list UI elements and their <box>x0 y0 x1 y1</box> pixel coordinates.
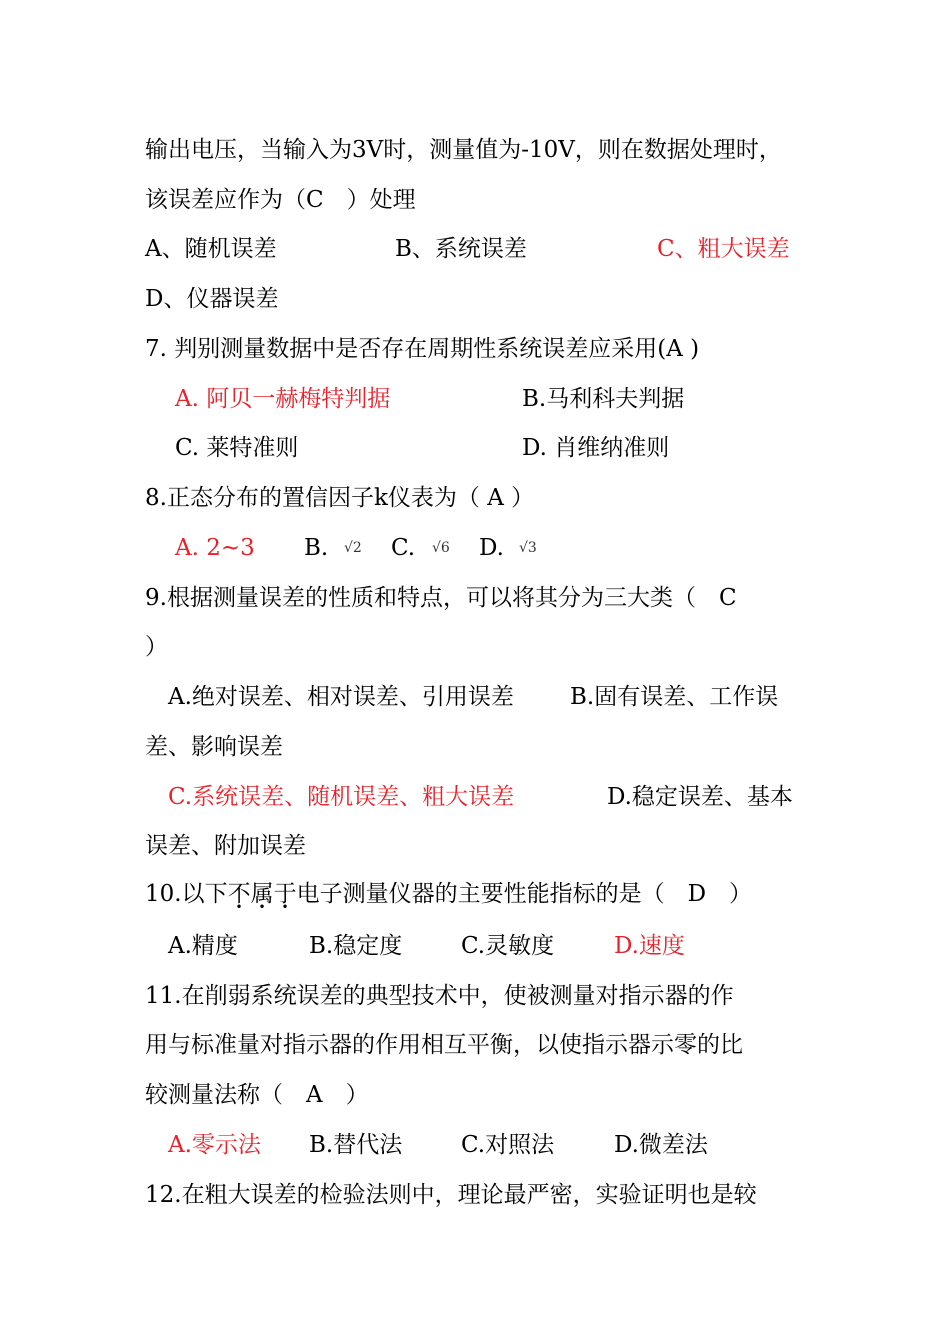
option-c-answer: C、粗大误差 <box>657 236 790 262</box>
question-12: 12.在粗大误差的检验法则中，理论最严密，实验证明也是较 <box>145 1182 757 1208</box>
option-a: A.精度 <box>168 933 238 959</box>
options-line <box>0 777 950 817</box>
option-d-answer: D.速度 <box>614 933 685 959</box>
option-c-answer: C.系统误差、随机误差、粗大误差 <box>168 784 515 810</box>
question-text: 输出电压，当输入为3V时，测量值为-10V，则在数据处理时， <box>145 137 782 163</box>
option-a: A.绝对误差、相对误差、引用误差 <box>168 684 514 710</box>
options-line <box>0 677 950 717</box>
question-line <box>0 627 950 667</box>
emphasis-char: 属 <box>250 881 274 907</box>
option-d: D、仪器误差 <box>145 286 279 312</box>
sqrt-2-formula: √2 <box>344 540 362 556</box>
option-b-cont: 差、影响误差 <box>145 734 283 760</box>
question-line <box>0 1025 950 1065</box>
options-line <box>0 826 950 866</box>
question-9: 9.根据测量误差的性质和特点，可以将其分为三大类（ C <box>145 585 737 611</box>
question-line <box>0 976 950 1016</box>
options-line <box>0 379 950 419</box>
option-b: B、系统误差 <box>395 236 527 262</box>
question-10 <box>145 874 752 914</box>
option-b: B.稳定度 <box>309 933 403 959</box>
option-c: C.对照法 <box>461 1132 555 1158</box>
options-line <box>0 727 950 767</box>
question-7: 7. 判别测量数据中是否存在周期性系统误差应采用(A ) <box>145 336 700 362</box>
question-9-cont: ） <box>145 634 168 660</box>
question-line <box>0 1175 950 1215</box>
sqrt-6-formula: √6 <box>432 540 450 556</box>
options-line <box>0 428 950 468</box>
option-d-label: D. <box>479 535 504 561</box>
option-a-answer: A. 阿贝一赫梅特判据 <box>175 386 391 412</box>
option-b: B.替代法 <box>309 1132 403 1158</box>
option-a-answer: A. 2~3 <box>175 535 255 561</box>
question-line <box>0 578 950 618</box>
option-c: C. 莱特准则 <box>175 435 299 461</box>
options-line <box>0 279 950 319</box>
question-line <box>0 874 950 914</box>
option-d: D.稳定误差、基本 <box>607 784 793 810</box>
option-d-cont: 误差、附加误差 <box>145 833 306 859</box>
question-line <box>0 1075 950 1115</box>
sqrt-3-formula: √3 <box>519 540 537 556</box>
question-10-prefix: 10.以下 <box>145 881 228 907</box>
options-line <box>0 1125 950 1165</box>
option-d: D. 肖维纳准则 <box>522 435 670 461</box>
question-11: 11.在削弱系统误差的典型技术中，使被测量对指示器的作 <box>145 983 734 1009</box>
question-text: 该误差应作为（C ）处理 <box>145 187 416 213</box>
options-line <box>0 926 950 966</box>
question-11-cont: 用与标准量对指示器的作用相互平衡，以使指示器示零的比 <box>145 1032 743 1058</box>
options-line <box>0 528 950 568</box>
option-b-label: B. <box>304 535 329 561</box>
option-c: C.灵敏度 <box>461 933 555 959</box>
text-line <box>0 130 950 170</box>
options-line <box>0 229 950 269</box>
emphasis-char: 不 <box>227 881 251 907</box>
option-d: D.微差法 <box>614 1132 708 1158</box>
option-a-answer: A.零示法 <box>168 1132 261 1158</box>
option-b: B.固有误差、工作误 <box>570 684 779 710</box>
option-b: B.马利科夫判据 <box>522 386 685 412</box>
text-line <box>0 180 950 220</box>
question-10-suffix: 电子测量仪器的主要性能指标的是（ D ） <box>296 881 753 907</box>
question-line <box>0 329 950 369</box>
option-c-label: C. <box>391 535 416 561</box>
question-11-cont: 较测量法称（ A ） <box>145 1082 369 1108</box>
question-line <box>0 478 950 518</box>
option-a: A、随机误差 <box>145 236 277 262</box>
emphasis-char: 于 <box>273 881 297 907</box>
question-8: 8.正态分布的置信因子k仪表为（ A ） <box>145 485 535 511</box>
